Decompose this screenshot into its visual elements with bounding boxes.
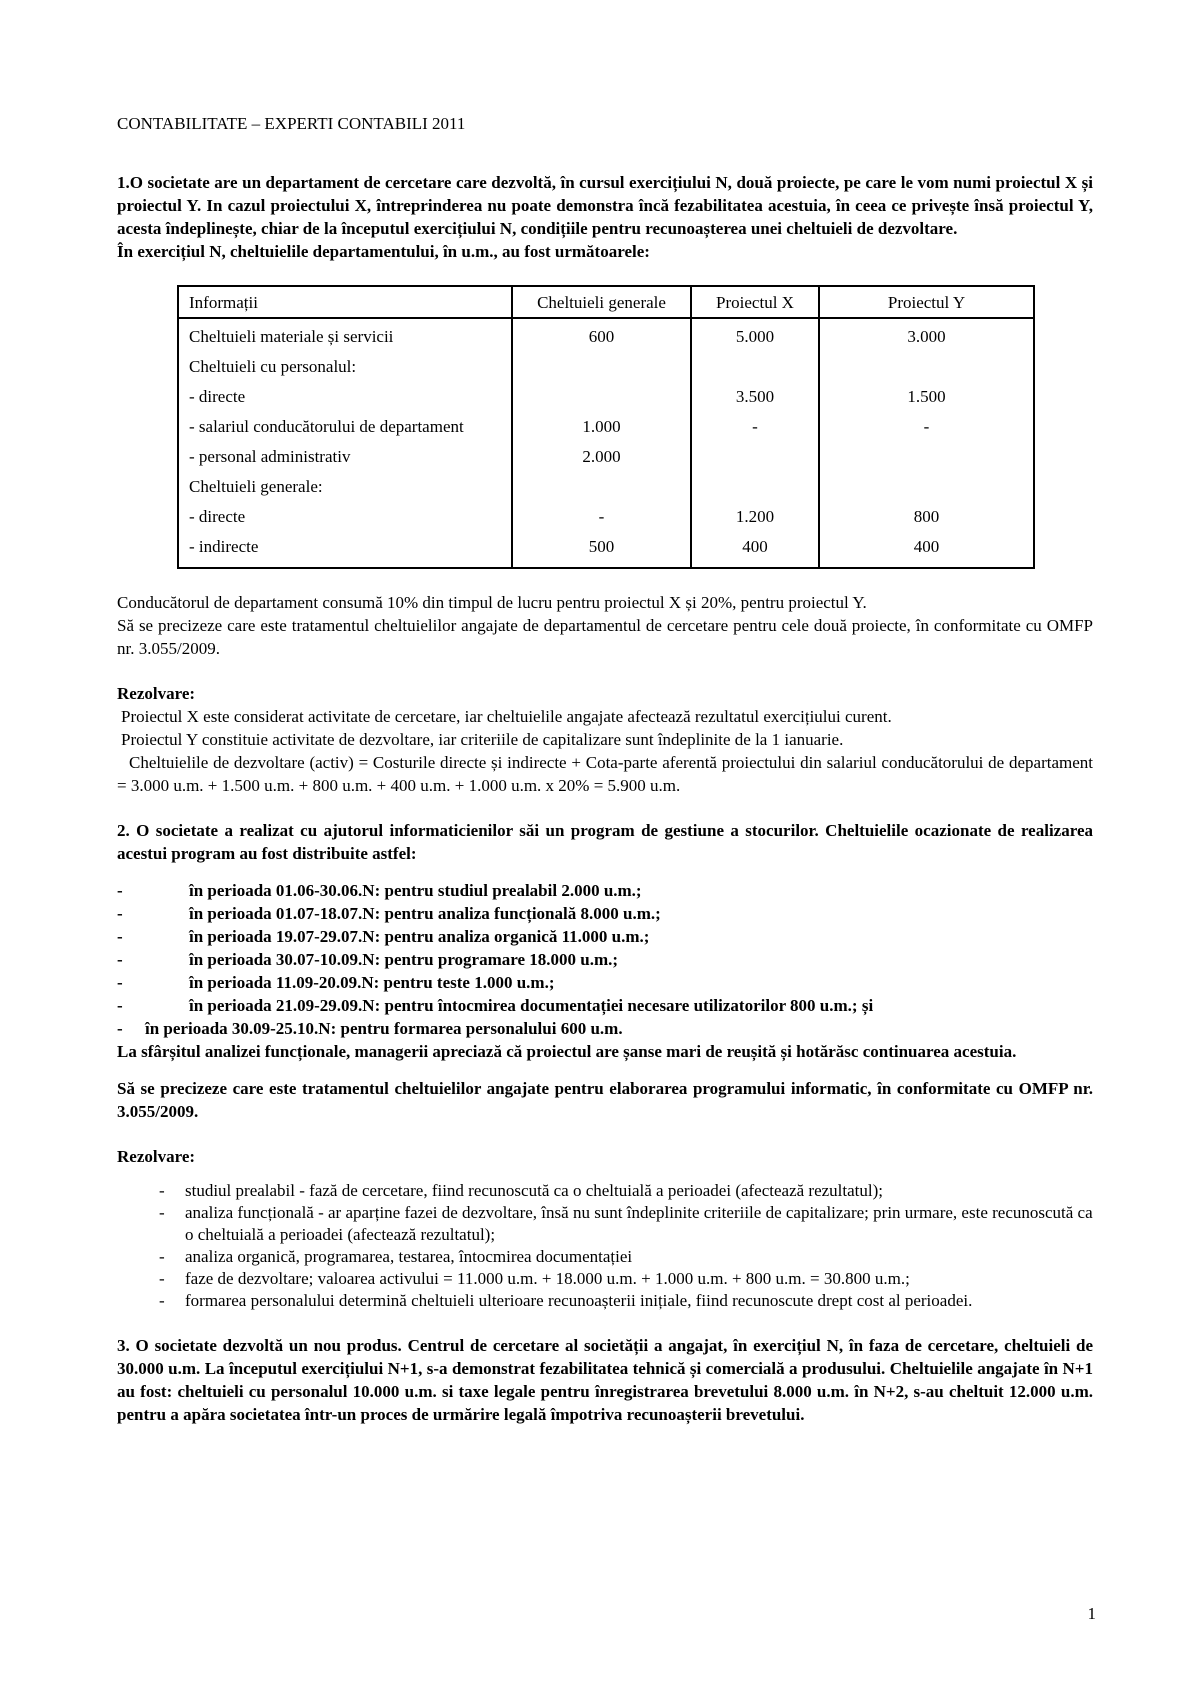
table-cell: - <box>512 503 691 533</box>
table-cell: 600 <box>512 318 691 353</box>
expenses-table <box>177 285 1035 569</box>
document-page <box>117 112 1093 1426</box>
table-cell <box>691 353 819 383</box>
table-cell <box>512 473 691 503</box>
rezolvare-heading: Rezolvare: <box>117 1147 196 1166</box>
table-row <box>178 353 1034 383</box>
list-item: - în perioada 30.07-10.09.N: pentru programare 18.000 u.m.; <box>117 950 619 969</box>
list-item: - în perioada 01.07-18.07.N: pentru analiza funcțională 8.000 u.m.; <box>117 904 661 923</box>
table-cell: Cheltuieli materiale și servicii <box>178 318 512 353</box>
problem2-question: Să se precizeze care este tratamentul cheltuielilor angajate pentru elaborarea programului informatic, în conformitate cu OMFP nr. 3.055/2009. <box>117 1079 1093 1121</box>
table-cell: 3.000 <box>819 318 1034 353</box>
table-cell: 5.000 <box>691 318 819 353</box>
rezolvare-heading: Rezolvare: <box>117 684 196 703</box>
table-row <box>178 383 1034 413</box>
table-cell <box>691 473 819 503</box>
list-item: - în perioada 19.07-29.07.N: pentru analiza organică 11.000 u.m.; <box>117 927 650 946</box>
solution-list <box>159 1180 1093 1312</box>
table-cell: - directe <box>178 503 512 533</box>
table-header: Proiectul Y <box>819 286 1034 318</box>
table-row <box>178 318 1034 353</box>
table-cell: 400 <box>819 533 1034 568</box>
table-row <box>178 503 1034 533</box>
table-header: Cheltuieli generale <box>512 286 691 318</box>
table-cell <box>819 473 1034 503</box>
solution-line: Proiectul X este considerat activitate de cercetare, iar cheltuielile angajate afectează rezultatul exercițiului curent. <box>121 707 892 726</box>
table-cell: 1.000 <box>512 413 691 443</box>
table-cell: 3.500 <box>691 383 819 413</box>
expense-periods-list <box>117 879 1093 1040</box>
list-item: - faze de dezvoltare; valoarea activului = 11.000 u.m. + 18.000 u.m. + 1.000 u.m. + 800 u.m. = 30.800 u.m.; <box>159 1269 910 1288</box>
list-item: - în perioada 11.09-20.09.N: pentru teste 1.000 u.m.; <box>117 973 555 992</box>
table-row <box>178 533 1034 568</box>
table-cell: 1.200 <box>691 503 819 533</box>
table-cell: 400 <box>691 533 819 568</box>
table-cell: - personal administrativ <box>178 443 512 473</box>
list-item: - analiza organică, programarea, testarea, întocmirea documentației <box>159 1247 633 1266</box>
table-cell: - salariul conducătorului de departament <box>178 413 512 443</box>
table-cell: 800 <box>819 503 1034 533</box>
table-cell: - indirecte <box>178 533 512 568</box>
solution-line: Proiectul Y constituie activitate de dezvoltare, iar criteriile de capitalizare sunt îndeplinite de la 1 ianuarie. <box>121 730 844 749</box>
table-cell: - directe <box>178 383 512 413</box>
table-cell: - <box>691 413 819 443</box>
table-cell <box>819 353 1034 383</box>
problem1-statement: 1.O societate are un departament de cercetare care dezvoltă, în cursul exercițiului N, două proiecte, pe care le vom numi proiectul X și proiectul Y. In cazul proiectului X, întreprinderea nu poate demonstra încă fezabilitatea acestuia, în ceea ce privește însă proiectul Y, acesta îndeplinește, chiar de la începutul exercițiului N, condițiile pentru recunoașterea unei cheltuieli de dezvoltare. <box>117 173 1093 238</box>
table-cell: - <box>819 413 1034 443</box>
problem1-note: Conducătorul de departament consumă 10% din timpul de lucru pentru proiectul X și 20%, pentru proiectul Y. <box>117 593 867 612</box>
list-item: - în perioada 30.09-25.10.N: pentru formarea personalului 600 u.m. <box>117 1019 623 1038</box>
table-cell <box>512 353 691 383</box>
table-cell: 500 <box>512 533 691 568</box>
table-header: Proiectul X <box>691 286 819 318</box>
table-row <box>178 443 1034 473</box>
table-cell: 1.500 <box>819 383 1034 413</box>
table-header-row <box>178 286 1034 318</box>
list-item: - analiza funcțională - ar aparține fazei de dezvoltare, însă nu sunt îndeplinite criteriile de capitalizare; prin urmare, este recunoscută ca o cheltuială a perioadei (afectează rezultatul); <box>159 1203 1093 1244</box>
table-row <box>178 473 1034 503</box>
list-item: - în perioada 21.09-29.09.N: pentru întocmirea documentației necesare utilizatorilor 800 u.m.; și <box>117 996 874 1015</box>
table-row <box>178 413 1034 443</box>
table-cell <box>691 443 819 473</box>
problem3-statement: 3. O societate dezvoltă un nou produs. Centrul de cercetare al societății a angajat, în exercițiul N, în faza de cercetare, cheltuieli de 30.000 u.m. La începutul exercițiului N+1, s-a demonstrat fezabilitatea tehnică și comercială a produsului. Cheltuielile angajate în N+1 au fost: cheltuieli cu personalul 10.000 u.m. si taxe legale pentru înregistrarea brevetului 8.000 u.m. în N+2, s-au cheltuit 12.000 u.m. pentru a apăra societatea într-un proces de urmărire legală împotriva recunoașterii brevetului. <box>117 1336 1093 1424</box>
table-cell <box>512 383 691 413</box>
list-item: - studiul prealabil - fază de cercetare, fiind recunoscută ca o cheltuială a perioadei (afectează rezultatul); <box>159 1181 884 1200</box>
list-item: - formarea personalului determină cheltuieli ulterioare recunoașterii inițiale, fiind recunoscute drept cost al perioadei. <box>159 1291 973 1310</box>
table-cell: Cheltuieli generale: <box>178 473 512 503</box>
table-header: Informații <box>178 286 512 318</box>
page-number: 1 <box>1087 1604 1096 1623</box>
problem2-statement: 2. O societate a realizat cu ajutorul informaticienilor săi un program de gestiune a stocurilor. Cheltuielile ocazionate de realizarea acestui program au fost distribuite astfel: <box>117 821 1093 863</box>
table-cell: 2.000 <box>512 443 691 473</box>
list-item: - în perioada 01.06-30.06.N: pentru studiul prealabil 2.000 u.m.; <box>117 881 642 900</box>
problem2-conclusion: La sfârșitul analizei funcționale, managerii apreciază că proiectul are șanse mari de reușită și hotărăsc continuarea acestuia. <box>117 1042 1017 1061</box>
problem1-question: Să se precizeze care este tratamentul cheltuielilor angajate de departamentul de cercetare pentru cele două proiecte, în conformitate cu OMFP nr. 3.055/2009. <box>117 616 1093 658</box>
solution-line: Cheltuielile de dezvoltare (activ) = Costurile directe și indirecte + Cota-parte aferentă proiectului din salariul conducătorului de departament = 3.000 u.m. + 1.500 u.m. + 800 u.m. + 400 u.m. + 1.000 u.m. x 20% = 5.900 u.m. <box>117 753 1093 795</box>
problem1-intro: În exercițiul N, cheltuielile departamentului, în u.m., au fost următoarele: <box>117 242 650 261</box>
table-cell: Cheltuieli cu personalul: <box>178 353 512 383</box>
table-cell <box>819 443 1034 473</box>
document-title: CONTABILITATE – EXPERTI CONTABILI 2011 <box>117 114 466 133</box>
